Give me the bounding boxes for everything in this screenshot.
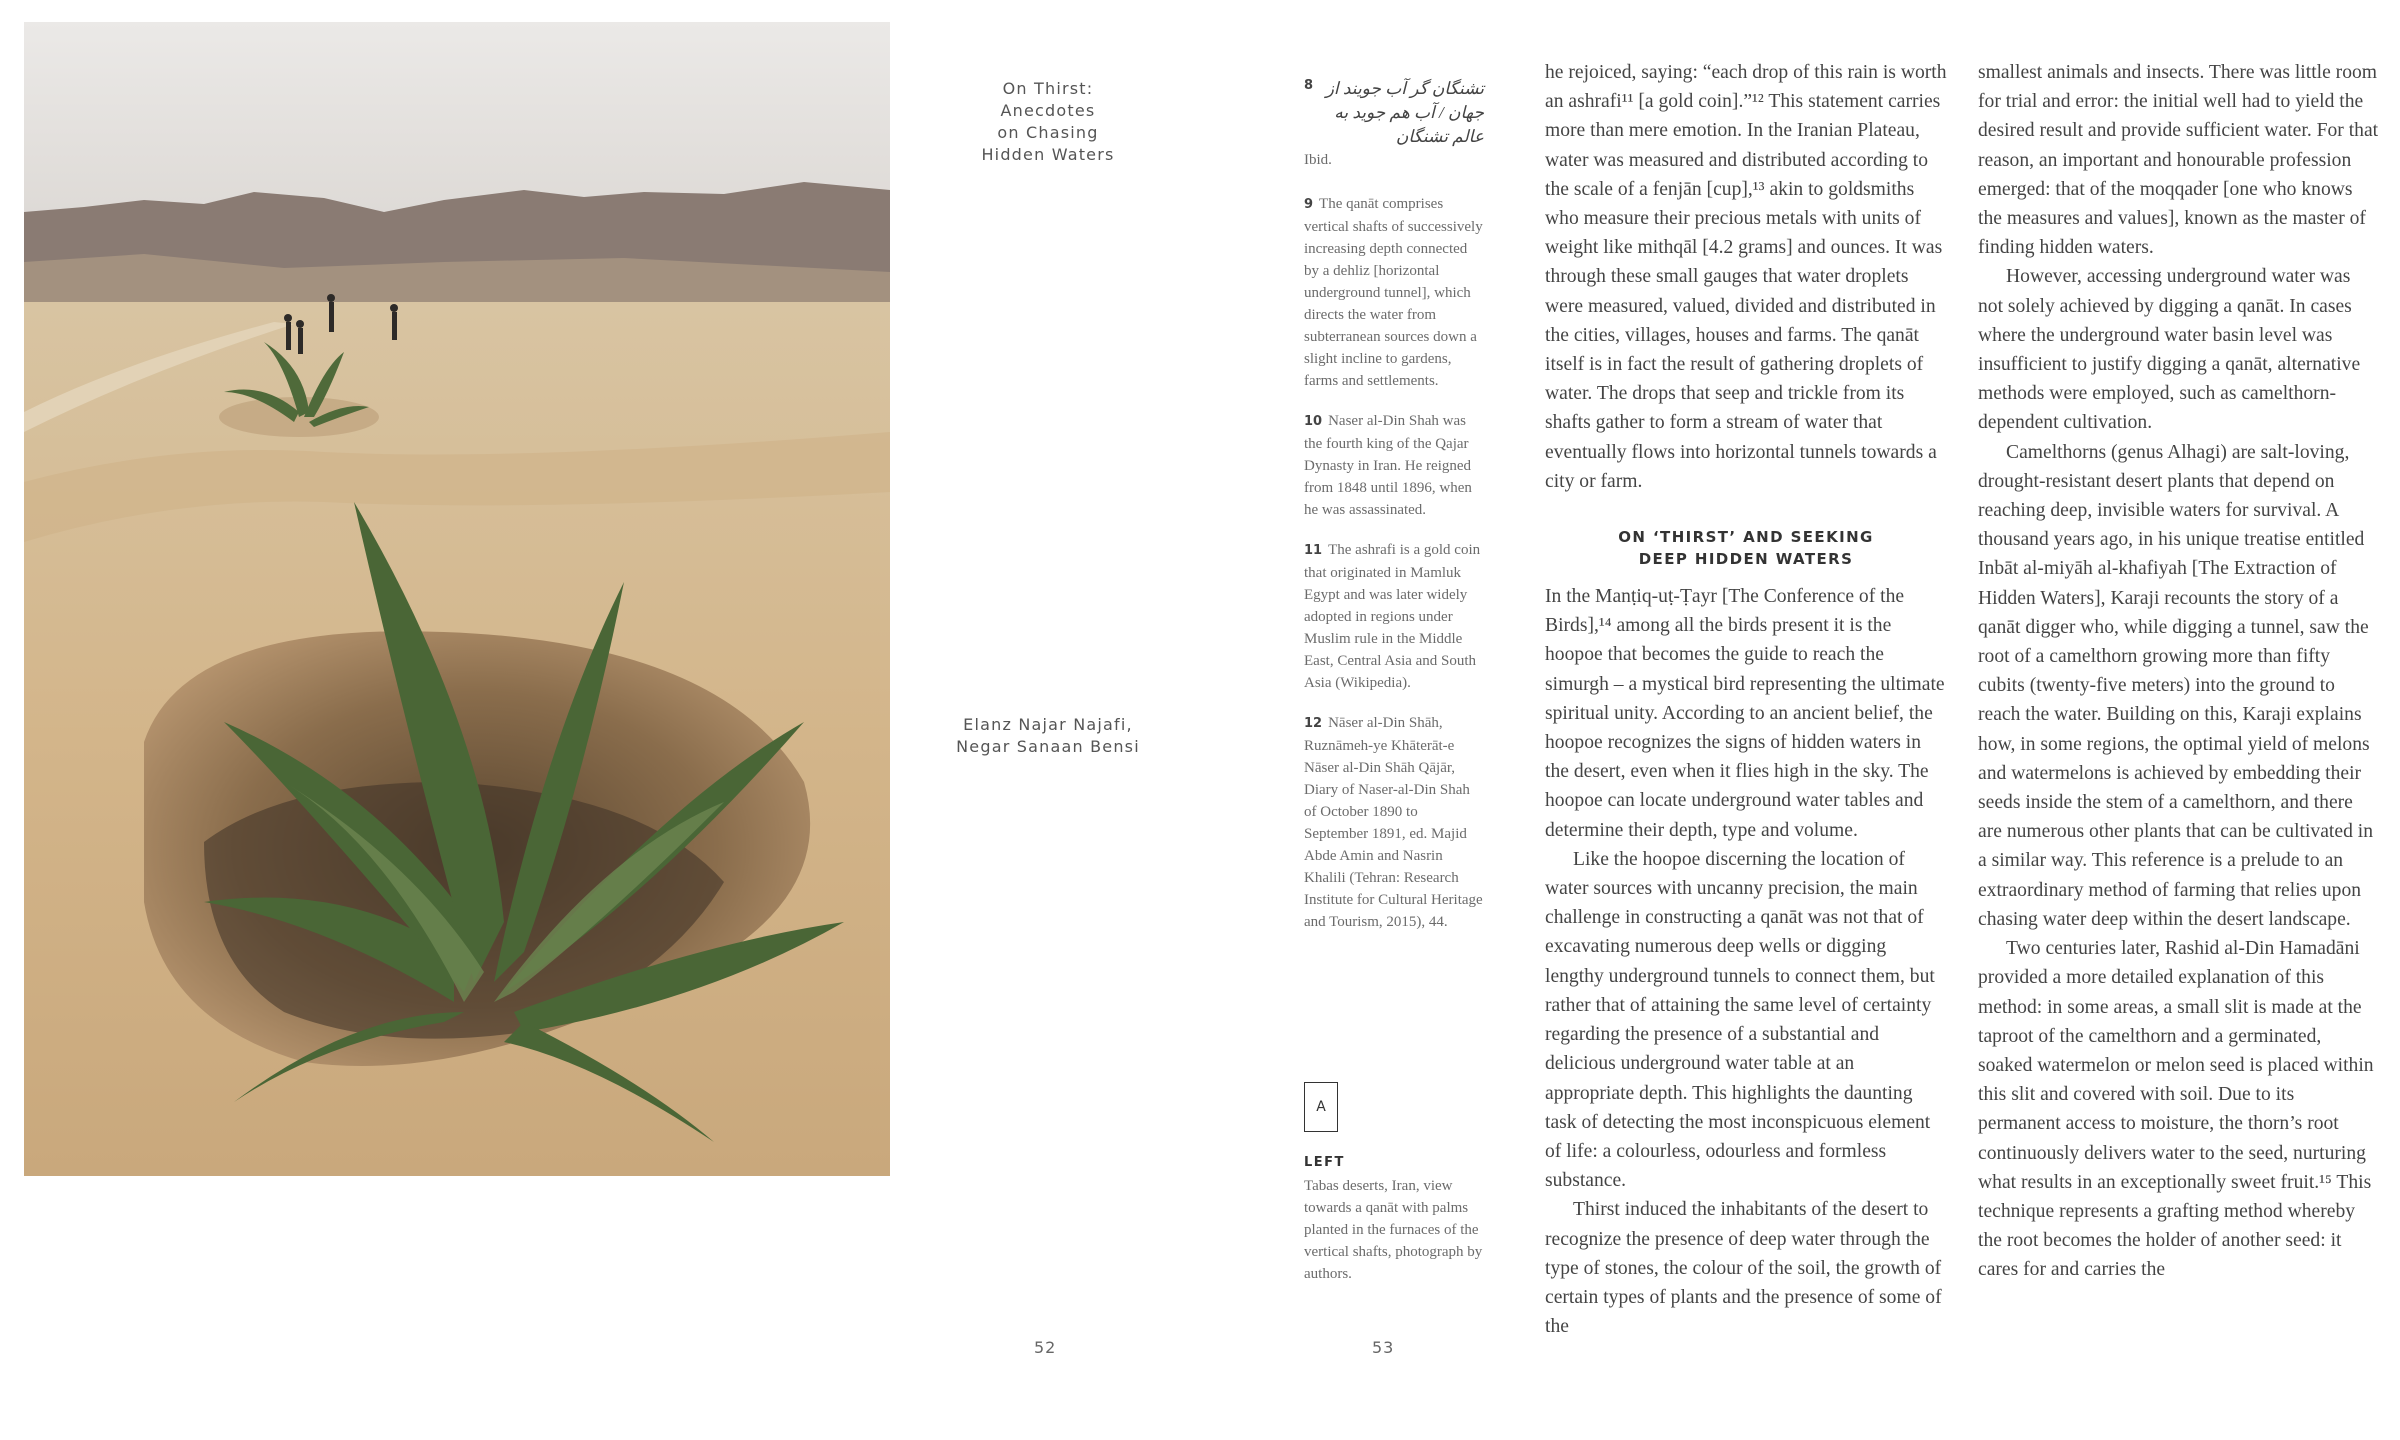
footnote-9 [1304,193,1484,392]
figure-marker: A [1304,1082,1338,1132]
chapter-authors: Elanz Najar Najafi, Negar Sanaan Bensi [956,715,1140,756]
page-number-left: 52 [1034,1338,1057,1357]
footnote-text: Naser al-Din Shah was the fourth king of the Qajar Dynasty in Iran. He reigned from 1848 until 1896, when he was assassinated. [1304,413,1472,518]
desert-qanat-photo [24,22,890,1176]
paragraph: Thirst induced the inhabitants of the desert to recognize the presence of deep water through the type of stones, the colour of the soil, the growth of certain types of plants and the presence of some of the [1545,1199,1942,1338]
figure-caption-heading: LEFT [1304,1155,1345,1170]
figure-caption: Tabas deserts, Iran, view towards a qanāt with palms planted in the furnaces of the vertical shafts, photograph by authors. [1304,1178,1483,1282]
body-column-1 [1545,58,1947,1341]
paragraph: smallest animals and insects. There was little room for trial and error: the initial well had to yield the desired result and provide sufficient water. For that reason, an important and honourable profession emerged: that of the moqqader [one who knows the measures and values], known as the master of finding hidden waters. [1978,62,2379,259]
footnote-number: 10 [1304,414,1323,429]
footnote-11 [1304,539,1484,694]
body-column-2 [1978,58,2380,1285]
footnote-text: Ibid. [1304,152,1332,168]
paragraph: Camelthorns (genus Alhagi) are salt-loving, drought-resistant desert plants that depend on reaching deep, invisible waters for survival. A thousand years ago, in his unique treatise entitled Inbāt al-miyāh al-khafiyah [The Extraction of Hidden Waters], Karaji recounts the story of a qanāt digger who, while digging a tunnel, saw the root of a camelthorn growing more than fifty cubits (twenty-five meters) into the ground to reach the water. Building on this, Karaji explains how, in some regions, the optimal yield of melons and watermelons is achieved by embedding their seeds inside the stem of a camelthorn, and there are numerous other plants that can be cultivated in a similar way. This reference is a prelude to an extraordinary method of farming that relies upon chasing water deep within the desert landscape. [1978,441,2374,930]
footnote-text: Nāser al-Din Shāh, Ruznāmeh-ye Khāterāt-e Nāser al-Din Shāh Qājār, Diary of Naser-al-Din Shah of October 1890 to September 1891, ed. Majid Abde Amin and Nasrin Khalili (Tehran: Research Institute for Cultural Heritage and Tourism, 2015), 44. [1304,715,1483,930]
paragraph: However, accessing underground water was not solely achieved by digging a qanāt. In cases where the underground water basin level was insufficient to justify digging a qanāt, alternative methods were employed, such as camelthorn-dependent cultivation. [1978,266,2361,434]
photo-illustration [24,22,890,1176]
footnote-number: 8 [1304,78,1314,93]
page-number-right: 53 [1372,1338,1395,1357]
footnote-number: 11 [1304,543,1323,558]
footnote-12 [1304,712,1484,933]
footnote-number: 12 [1304,716,1323,731]
paragraph: In the Manṭiq-uṭ-Ṭayr [The Conference of the Birds],¹⁴ among all the birds present it is the hoopoe that becomes the guide to reach the simurgh – a mystical bird representing the ultimate spiritual unity. According to an ancient belief, the hoopoe recognizes the signs of hidden waters in the desert, even when it flies high in the sky. The hoopoe can locate underground water tables and determine their depth, type and volume. [1545,586,1945,841]
footnote-10 [1304,410,1484,521]
paragraph: Like the hoopoe discerning the location of water sources with uncanny precision, the main challenge in constructing a qanāt was not that of excavating numerous deep wells or digging lengthy underground tunnels to connect them, but rather that of attaining the same level of certainty regarding the presence of a substantial and delicious underground water table at an appropriate depth. This highlights the daunting task of detecting the most inconspicuous element of life: a colourless, odourless and formless substance. [1545,848,1935,1192]
paragraph: Two centuries later, Rashid al-Din Hamadāni provided a more detailed explanation of this method: in some areas, a small slit is made at the taproot of the camelthorn and a germinated, soaked watermelon or melon seed is placed within this slit and covered with soil. Due to its permanent access to moisture, the thorn’s root continuously delivers water to the seed, nurturing what results in an exceptionally sweet fruit.¹⁵ This technique represents a grafting method whereby the root becomes the holder of another seed: it cares for and carries the [1978,938,2374,1281]
chapter-title: On Thirst: Anecdotes on Chasing Hidden Waters [981,79,1115,164]
footnote-arabic-verse: تشنگان گر آب جویند از جهان / آب هم جوید به عالم تشنگان [1325,79,1484,146]
footnotes-column [1304,74,1484,951]
footnote-8 [1304,74,1484,171]
paragraph: he rejoiced, saying: “each drop of this rain is worth an ashrafi¹¹ [a gold coin].”¹² This statement carries more than mere emotion. In the Iranian Plateau, water was measured and distributed according to the scale of a fenjān [cup],¹³ akin to goldsmiths who measure their precious metals with units of weight like mithqāl [4.2 grams] and ounces. It was through these small gauges that water droplets were measured, valued, divided and distributed in the cities, villages, houses and farms. The qanāt itself is in fact the result of gathering droplets of water. The drops that seep and trickle from its shafts gather to form a stream of water that eventually flows into horizontal tunnels towards a city or farm. [1545,62,1947,492]
footnote-text: The qanāt comprises vertical shafts of successively increasing depth connected by a dehliz [horizontal underground tunnel], which directs the water from subterranean sources down a slight incline to gardens, farms and settlements. [1304,196,1483,389]
section-heading: ON ‘THIRST’ AND SEEKING DEEP HIDDEN WATERS [1618,528,1874,569]
footnote-text: The ashrafi is a gold coin that originated in Mamluk Egypt and was later widely adopted in regions under Muslim rule in the Middle East, Central Asia and South Asia (Wikipedia). [1304,542,1481,691]
footnote-number: 9 [1304,197,1314,212]
